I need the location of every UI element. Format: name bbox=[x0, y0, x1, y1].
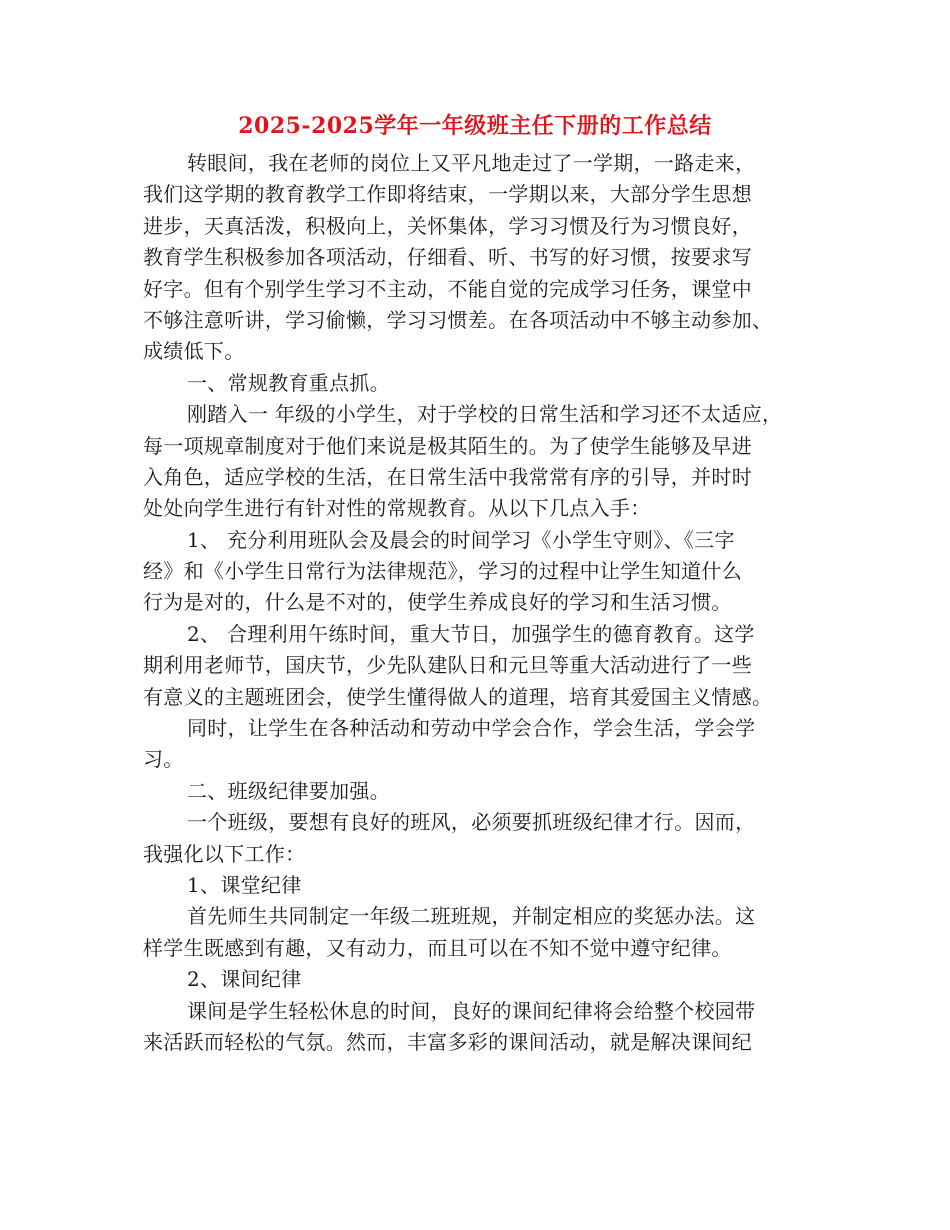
text-line: 处处向学生进行有针对性的常规教育。从以下几点入手： bbox=[143, 496, 651, 521]
text-line: 习。 bbox=[143, 747, 184, 772]
text-line: 好字。但有个别学生学习不主动，不能自觉的完成学习任务，课堂中 bbox=[143, 276, 752, 301]
text-line: 2、 合理利用午练时间，重大节日，加强学生的德育教育。这学 bbox=[187, 621, 755, 646]
text-line: 不够注意听讲，学习偷懒，学习习惯差。在各项活动中不够主动参加、 bbox=[143, 307, 773, 332]
text-line: 一、常规教育重点抓。 bbox=[187, 370, 390, 395]
text-line: 1、课堂纪律 bbox=[187, 872, 302, 897]
text-line: 1、 充分利用班队会及晨会的时间学习《小学生守则》、《三字 bbox=[187, 527, 735, 552]
text-line: 成绩低下。 bbox=[143, 339, 245, 364]
text-line: 有意义的主题班团会，使学生懂得做人的道理，培育其爱国主义情感。 bbox=[143, 684, 773, 709]
text-line: 进步，天真活泼，积极向上，关怀集体，学习习惯及行为习惯良好， bbox=[143, 213, 752, 238]
text-line: 转眼间，我在老师的岗位上又平凡地走过了一学期，一路走来， bbox=[187, 151, 756, 175]
text-line: 2、课间纪律 bbox=[187, 967, 302, 992]
text-line: 二、班级纪律要加强。 bbox=[187, 778, 390, 803]
text-line: 课间是学生轻松休息的时间，良好的课间纪律将会给整个校园带 bbox=[187, 998, 756, 1023]
text-line: 样学生既感到有趣，又有动力，而且可以在不知不觉中遵守纪律。 bbox=[143, 935, 732, 960]
text-line: 来活跃而轻松的气氛。然而，丰富多彩的课间活动，就是解决课间纪 bbox=[143, 1029, 752, 1054]
text-line: 一个班级，要想有良好的班风，必须要抓班级纪律才行。因而， bbox=[187, 810, 756, 835]
text-line: 教育学生积极参加各项活动，仔细看、听、书写的好习惯，按要求写 bbox=[143, 245, 752, 270]
text-line: 行为是对的，什么是不对的，使学生养成良好的学习和生活习惯。 bbox=[143, 590, 732, 615]
text-line: 刚踏入一 年级的小学生，对于学校的日常生活和学习还不太适应， bbox=[187, 402, 783, 427]
text-line: 经》和《小学生日常行为法律规范》，学习的过程中让学生知道什么 bbox=[143, 559, 742, 584]
text-line: 每一项规章制度对于他们来说是极其陌生的。为了使学生能够及早进 bbox=[143, 433, 752, 458]
text-line: 入角色，适应学校的生活，在日常生活中我常常有序的引导，并时时 bbox=[143, 464, 752, 489]
text-line: 期利用老师节，国庆节，少先队建队日和元旦等重大活动进行了一些 bbox=[143, 653, 752, 678]
text-line: 我强化以下工作： bbox=[143, 841, 306, 866]
text-line: 首先师生共同制定一年级二班班规，并制定相应的奖惩办法。这 bbox=[187, 904, 756, 929]
text-line: 我们这学期的教育教学工作即将结束，一学期以来，大部分学生思想 bbox=[143, 182, 752, 207]
document-title: 2025-2025学年一年级班主任下册的工作总结 bbox=[238, 113, 712, 139]
text-line: 同时，让学生在各种活动和劳动中学会合作，学会生活，学会学 bbox=[187, 716, 756, 741]
document-body bbox=[143, 148, 823, 1058]
